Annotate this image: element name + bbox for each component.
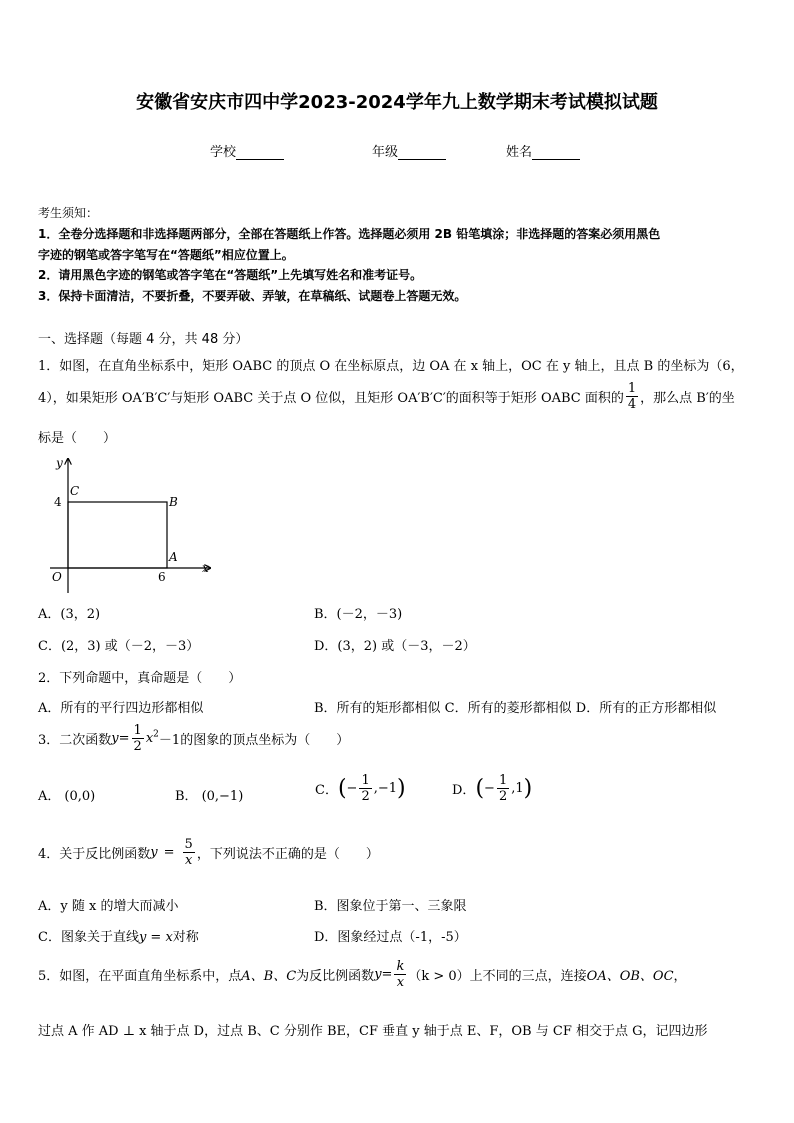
- q1-frac-num: 1: [627, 381, 637, 396]
- q3-b-label: B．: [175, 789, 198, 804]
- school-blank[interactable]: [236, 147, 284, 160]
- q4-option-b[interactable]: B．图象位于第一、三象限: [314, 899, 467, 914]
- q3-eq-y: y: [111, 731, 119, 746]
- grade-label: 年级: [372, 145, 399, 160]
- q5-end: ，: [673, 969, 687, 984]
- q1-line-2b: ，那么点 B′的坐: [640, 391, 735, 406]
- q3-c-den: 2: [361, 789, 370, 804]
- q3-d-fraction: [497, 774, 509, 803]
- q3-option-a[interactable]: [38, 785, 95, 804]
- q1-line-3: 标是（ ）: [38, 431, 117, 446]
- q5-mid: 为反比例函数: [296, 969, 375, 984]
- q4-prefix: 4．关于反比例函数: [38, 847, 151, 862]
- q4-c-post: 对称: [172, 930, 199, 945]
- notice-heading: 考生须知：: [38, 206, 99, 220]
- q3-prefix: 3．二次函数: [38, 733, 112, 748]
- name-label: 姓名: [506, 145, 533, 160]
- page-title: 安徽省安庆市四中学2023-2024学年九上数学期末考试模拟试题: [136, 92, 658, 113]
- x-axis-label: x: [202, 561, 209, 575]
- q3-d-tail: ,1: [511, 781, 524, 796]
- q4-fraction: [183, 838, 195, 867]
- q3-c-neg: −: [346, 781, 358, 796]
- name-field: [506, 141, 580, 160]
- q4-eq-y: y: [150, 845, 158, 860]
- q5-frac-num: k: [396, 959, 405, 974]
- q3-d-den: 2: [498, 789, 508, 804]
- q3-frac-den: 2: [133, 739, 142, 754]
- q4-suffix: ，下列说法不正确的是（ ）: [196, 847, 379, 862]
- q5-eq-y: y: [374, 967, 382, 982]
- q4-c-eq: y = x: [138, 930, 173, 945]
- q4-stem: [38, 838, 379, 867]
- q3-fraction: [132, 724, 144, 753]
- rectangle-oabc: [68, 502, 167, 568]
- q5-suffix: 上不同的三点，连接: [469, 969, 587, 984]
- q3-d-num: 1: [498, 773, 508, 788]
- point-c-label: C: [70, 484, 80, 498]
- q1-option-a[interactable]: A．(3，2): [38, 607, 101, 622]
- q4-frac-den: x: [185, 853, 193, 868]
- tick-4-label: 4: [54, 495, 62, 509]
- q5-cond: （k > 0）: [408, 969, 470, 984]
- q3-stem: [38, 724, 349, 753]
- grade-blank[interactable]: [398, 147, 446, 160]
- q3-a-label: A．: [38, 789, 61, 804]
- q4-option-d[interactable]: D．图象经过点（-1，-5）: [314, 930, 467, 945]
- q4-option-c[interactable]: [38, 926, 199, 945]
- q5-line-1: [38, 960, 687, 989]
- notice-line-3: 3．保持卡面清洁，不要折叠，不要弄破、弄皱，在草稿纸、试题卷上答题无效。: [38, 289, 467, 303]
- notice-line-1b: 字迹的钢笔或答字笔写在“答题纸”相应位置上。: [38, 248, 294, 262]
- q1-fraction: [626, 382, 638, 411]
- q1-frac-den: 4: [627, 397, 637, 412]
- point-o-label: O: [52, 570, 62, 584]
- y-axis-label: y: [56, 456, 63, 470]
- q1-option-c[interactable]: C．(2，3) 或（－2，－3）: [38, 639, 200, 654]
- q4-option-a[interactable]: A．y 随 x 的增大而减小: [38, 899, 179, 914]
- q2-options-bcd[interactable]: B．所有的矩形都相似 C．所有的菱形都相似 D．所有的正方形都相似: [314, 701, 717, 716]
- q3-eq-x: x: [145, 731, 154, 746]
- q3-frac-num: 1: [133, 723, 142, 738]
- q3-d-label: D．: [452, 783, 476, 798]
- q3-c-fraction: [359, 774, 371, 803]
- q4-eq-eq: =: [163, 845, 175, 860]
- q3-c-num: 1: [361, 773, 370, 788]
- name-blank[interactable]: [532, 147, 580, 160]
- q5-eq-eq: =: [381, 967, 393, 982]
- q3-b-value: (0,−1): [201, 789, 244, 804]
- q3-option-c[interactable]: C．(− $\frac{1}{2}$ ,−1): [315, 773, 406, 804]
- q3-option-b[interactable]: [175, 785, 243, 804]
- notice-line-2: 2．请用黑色字迹的钢笔或答字笔在“答题纸”上先填写姓名和准考证号。: [38, 268, 423, 282]
- q2-stem: 2．下列命题中，真命题是（ ）: [38, 671, 242, 686]
- grade-field: [372, 141, 446, 160]
- q5-fraction: [394, 960, 406, 989]
- school-label: 学校: [210, 145, 237, 160]
- q3-eq-sup: 2: [153, 729, 159, 740]
- q3-c-tail: ,−1: [373, 781, 398, 796]
- q3-suffix: 的图象的顶点坐标为（ ）: [180, 733, 350, 748]
- point-a-label: A: [169, 550, 178, 564]
- tick-6-label: 6: [158, 570, 166, 584]
- q1-figure: [40, 455, 220, 595]
- q1-line-2a: 4），如果矩形 OA′B′C′与矩形 OABC 关于点 O 位似，且矩形 OA′B′C′的面积等于矩形 OABC 面积的: [38, 391, 624, 406]
- q5-points: A、B、C: [241, 969, 297, 984]
- q1-line-2: [38, 382, 735, 411]
- q1-option-d[interactable]: D．(3，2) 或（－3，－2）: [314, 639, 476, 654]
- q3-eq-tail: －1: [158, 733, 181, 748]
- school-field: [210, 141, 284, 160]
- q4-frac-num: 5: [184, 837, 193, 852]
- q5-frac-den: x: [396, 975, 405, 990]
- notice-line-1a: 1．全卷分选择题和非选择题两部分，全部在答题纸上作答。选择题必须用 2B 铅笔填涂；非选择题的答案必须用黑色: [38, 227, 661, 241]
- q3-c-label: C．: [315, 783, 338, 798]
- q2-option-a[interactable]: A．所有的平行四边形都相似: [38, 701, 204, 716]
- section-heading: 一、选择题（每题 4 分，共 48 分）: [38, 332, 249, 347]
- q4-c-pre: C．图象关于直线: [38, 930, 139, 945]
- q5-prefix: 5．如图，在平面直角坐标系中，点: [38, 969, 242, 984]
- q3-option-d[interactable]: D．(− $\frac{1}{2}$ ,1): [452, 773, 533, 804]
- q3-a-value: (0,0): [64, 789, 96, 804]
- q1-line-1: 1．如图，在直角坐标系中，矩形 OABC 的顶点 O 在坐标原点，边 OA 在 x 轴上，OC 在 y 轴上，且点 B 的坐标为（6，: [38, 359, 744, 374]
- q3-d-neg: −: [484, 781, 495, 796]
- q5-segs: OA、OB、OC: [586, 969, 674, 984]
- q1-option-b[interactable]: B．(－2，－3): [314, 607, 403, 622]
- point-b-label: B: [169, 495, 178, 509]
- q5-line-2: 过点 A 作 AD ⊥ x 轴于点 D，过点 B、C 分别作 BE，CF 垂直 y 轴于点 E、F，OB 与 CF 相交于点 G，记四边形: [38, 1024, 708, 1039]
- q3-eq-eq: =: [118, 731, 130, 746]
